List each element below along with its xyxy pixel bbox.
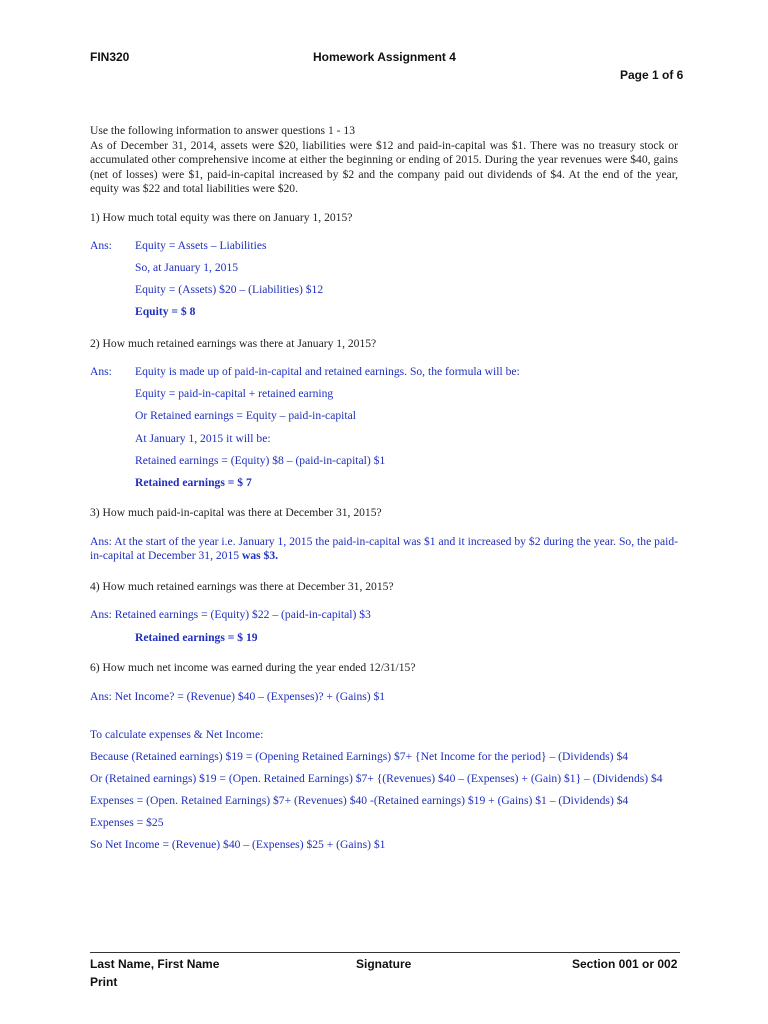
section-label: Section 001 or 002 <box>572 957 678 971</box>
answer-result: was $3. <box>241 549 279 563</box>
name-signature-line <box>90 952 275 953</box>
answer-line: Equity = (Assets) $20 – (Liabilities) $12 <box>135 283 324 297</box>
answer-line: Or Retained earnings = Equity – paid-in-capital <box>135 409 356 423</box>
answer-1 <box>90 239 678 320</box>
signature-label: Signature <box>356 957 412 971</box>
answer-line: At January 1, 2015 it will be: <box>135 431 271 445</box>
answer-3 <box>90 535 678 564</box>
document-body <box>90 124 678 860</box>
answer-line: Retained earnings = (Equity) $8 – (paid-in-capital) $1 <box>135 453 386 467</box>
question-6: 6) How much net income was earned during the year ended 12/31/15? <box>90 661 416 675</box>
question-3: 3) How much paid-in-capital was there at December 31, 2015? <box>90 506 382 520</box>
answer-result: Retained earnings = $ 19 <box>135 630 258 644</box>
calc-line: To calculate expenses & Net Income: <box>90 728 264 742</box>
calc-line: Expenses = (Open. Retained Earnings) $7+ (Revenues) $40 -(Retained earnings) $19 + (Gains) $1 – (Dividends) $4 <box>90 793 629 807</box>
calc-line: So Net Income = (Revenue) $40 – (Expenses) $25 + (Gains) $1 <box>90 837 386 851</box>
signature-line <box>275 952 495 953</box>
name-label: Last Name, First Name <box>90 957 220 971</box>
calculation-block <box>90 728 678 852</box>
page-number: Page 1 of 6 <box>620 68 684 82</box>
answer-line: Equity = Assets – Liabilities <box>135 239 267 252</box>
calc-line: Or (Retained earnings) $19 = (Open. Retained Earnings) $7+ {(Revenues) $40 – (Expenses) + (Gain) $1} – (Dividends) $4 <box>90 772 663 786</box>
document-title: Homework Assignment 4 <box>313 50 456 64</box>
calc-line: Because (Retained earnings) $19 = (Opening Retained Earnings) $7+ {Net Income for the period} – (Dividends) $4 <box>90 750 629 764</box>
question-1: 1) How much total equity was there on January 1, 2015? <box>90 210 353 224</box>
answer-label: Ans: <box>90 239 112 252</box>
answer-text: Ans: At the start of the year i.e. January 1, 2015 the paid-in-capital was $1 and it increased by $2 during the year. So, the paid-in-capital at December 31, 2015 <box>90 534 678 563</box>
calc-line: Expenses = $25 <box>90 815 164 829</box>
answer-2 <box>90 365 678 490</box>
answer-line: So, at January 1, 2015 <box>135 261 239 275</box>
answer-line: Equity = paid-in-capital + retained earning <box>135 387 334 401</box>
print-label: Print <box>90 975 118 989</box>
intro-body: As of December 31, 2014, assets were $20, liabilities were $12 and paid-in-capital was $1. There was no treasury stock or accumulated other comprehensive income at either the beginning or ending of 2015. During the year revenues were $40, gains (net of losses) were $1, paid-in-capital increased by $2 and the company paid out dividends of $4. At the end of the year, equity was $22 and total liabilities were $20. <box>90 138 678 195</box>
answer-4 <box>90 608 678 645</box>
question-4: 4) How much retained earnings was there at December 31, 2015? <box>90 579 394 593</box>
answer-result: Retained earnings = $ 7 <box>135 475 252 489</box>
course-code: FIN320 <box>90 50 130 64</box>
answer-6: Ans: Net Income? = (Revenue) $40 – (Expenses)? + (Gains) $1 <box>90 689 386 703</box>
intro-line: Use the following information to answer questions 1 - 13 <box>90 124 356 137</box>
answer-result: Equity = $ 8 <box>135 305 196 319</box>
question-2: 2) How much retained earnings was there at January 1, 2015? <box>90 336 377 350</box>
answer-label: Ans: <box>90 365 112 379</box>
answer-text: Ans: Retained earnings = (Equity) $22 – (paid-in-capital) $3 <box>90 608 371 622</box>
section-signature-line <box>495 952 680 953</box>
answer-line: Equity is made up of paid-in-capital and retained earnings. So, the formula will be: <box>135 365 520 379</box>
